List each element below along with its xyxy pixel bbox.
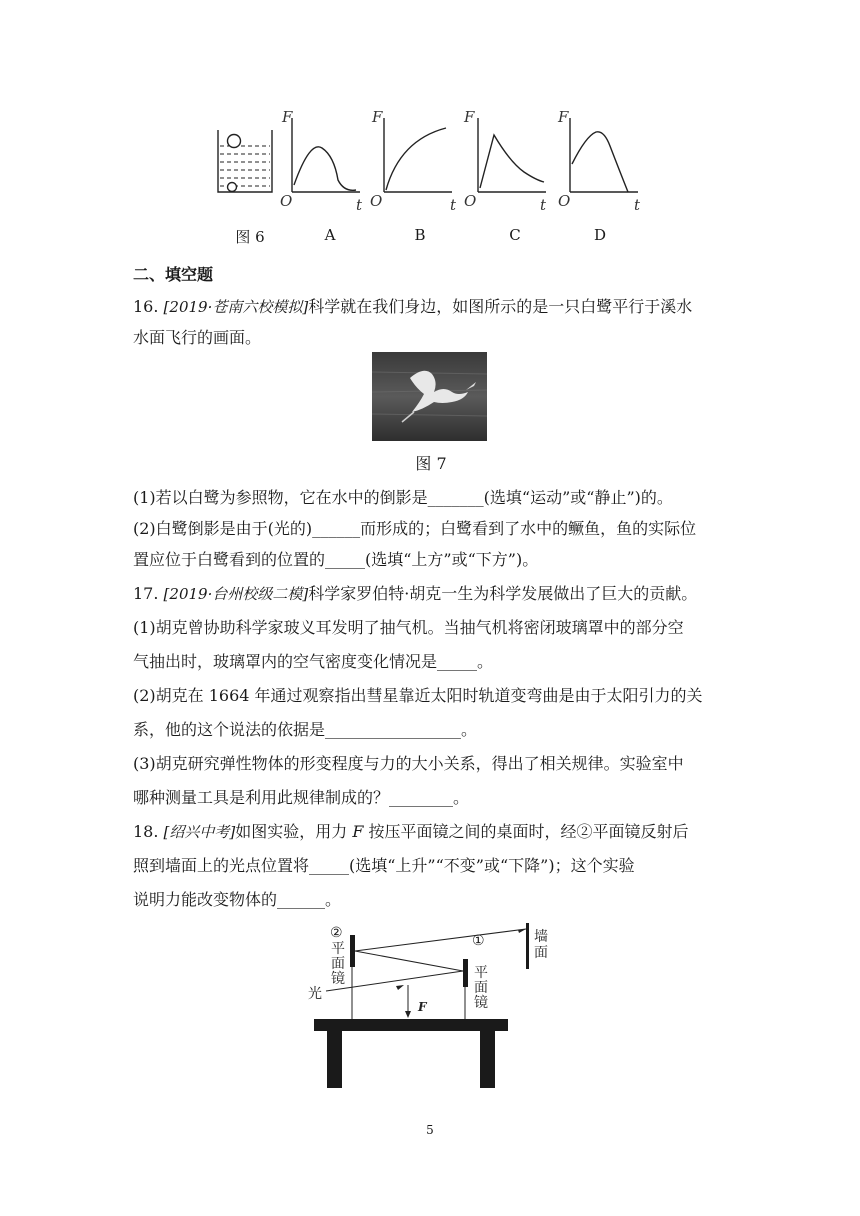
mirror-diagram [300,915,560,1093]
q16-sub2-line1: (2)白鹭倒影是由于(光的)______而形成的；白鹭看到了水中的鳜鱼，鱼的实际位 [133,519,697,538]
mirror1-label-0: ① [472,933,485,949]
q17-text1: 科学家罗伯特·胡克一生为科学发展做出了巨大的贡献。 [308,584,698,603]
graph-c-origin: O [464,192,477,210]
q17-line1 [133,584,697,604]
q16-text1: 科学就在我们身边，如图所示的是一只白鹭平行于溪水 [308,297,693,316]
graph-b-f-label: F [372,108,383,126]
graph-a [292,118,360,192]
mirror-1 [463,959,468,987]
graph-a-label: A [324,226,336,244]
graph-b-t-label: t [450,196,457,214]
q18-force-symbol: F [352,822,364,841]
mirror-2 [350,935,355,967]
mirror2-label-1: 平 [331,941,345,957]
q18-line3: 说明力能改变物体的______。 [133,890,342,909]
q17-source: [2019·台州校级二模] [163,585,309,603]
q17-sub2-line1: (2)胡克在 1664 年通过观察指出彗星靠近太阳时轨道变弯曲是由于太阳引力的关 [133,686,703,705]
q17-number: 17. [133,584,159,603]
graph-c-f-label: F [464,108,475,126]
mirror1-label-1: 平 [474,965,488,981]
graph-d-f-label: F [558,108,569,126]
q17-sub3-line2: 哪种测量工具是利用此规律制成的？________。 [133,788,470,807]
graph-a-f-label: F [282,108,293,126]
mirror2-label-2: 面 [331,956,345,972]
graph-c-label: C [509,226,521,244]
graph-b-origin: O [370,192,383,210]
graph-d [570,118,638,192]
q17-sub2-line2: 系，他的这个说法的依据是_________________。 [133,720,478,739]
graph-a-origin: O [280,192,293,210]
q18-text1a: 如图实验，用力 [235,822,353,841]
section-heading: 二、填空题 [133,265,214,284]
q18-source: [绍兴中考] [163,823,236,841]
graph-d-label: D [593,226,607,244]
q18-text1b: 按压平面镜之间的桌面时，经②平面镜反射后 [363,822,689,841]
mirror2-label-0: ② [330,925,343,941]
q16-sub2-line2: 置应位于白鹭看到的位置的_____(选填“上方”或“下方”)。 [133,550,539,569]
graph-c-t-label: t [540,196,547,214]
wall-label-0: 墙 [534,929,548,945]
graph-c [478,118,546,192]
page-number: 5 [426,1123,434,1137]
graph-d-t-label: t [634,196,641,214]
q16-source: [2019·苍南六校模拟] [163,298,309,316]
graph-b [384,118,452,192]
table [314,1019,508,1088]
force-label: F [418,1000,427,1014]
mirror1-label-2: 面 [474,980,488,996]
egret-photo [372,352,487,441]
q17-sub1-line1: (1)胡克曾协助科学家玻义耳发明了抽气机。当抽气机将密闭玻璃罩中的部分空 [133,618,684,637]
beaker-with-balls [218,130,272,192]
mirror2-label-3: 镜 [331,971,345,987]
graph-d-origin: O [558,192,571,210]
figure-6-caption: 图 6 [235,228,265,246]
figure-7-caption: 图 7 [415,454,447,473]
q16-sub1: (1)若以白鹭为参照物，它在水中的倒影是_______(选填“运动”或“静止”)的。 [133,488,673,507]
q16-line1 [133,297,692,317]
q18-line2: 照到墙面上的光点位置将_____(选填“上升”“不变”或“下降”)；这个实验 [133,856,635,875]
graph-b-label: B [414,226,426,244]
q17-sub1-line2: 气抽出时，玻璃罩内的空气密度变化情况是_____。 [133,652,494,671]
q18-number: 18. [133,822,159,841]
q16-line2: 水面飞行的画面。 [133,328,262,347]
mirror1-label-3: 镜 [474,995,488,1011]
q17-sub3-line1: (3)胡克研究弹性物体的形变程度与力的大小关系，得出了相关规律。实验室中 [133,754,684,773]
q16-number: 16. [133,297,159,316]
force-arrow-icon [405,1011,411,1018]
graph-a-t-label: t [356,196,363,214]
wall-label-1: 面 [534,945,548,961]
q18-line1 [133,822,689,842]
figure-6-diagram [210,100,660,215]
wall [526,923,529,969]
light-label: 光 [308,986,322,1002]
